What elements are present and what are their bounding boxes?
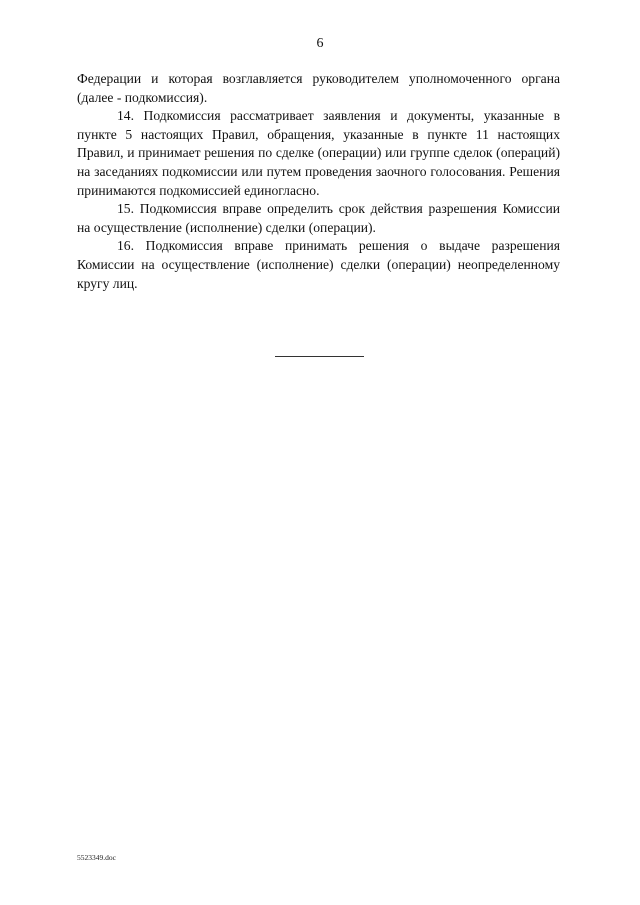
paragraph-14: 14. Подкомиссия рассматривает заявления и документы, указанные в пункте 5 настоящих Правил, обращения, указанные в пункте 11 настоящих Правил, и принимает решения по сделке (операции) или группе сделок (операций) на заседаниях подкомиссии или путем проведения заочного голосования. Решения принимаются подкомиссией единогласно.	[77, 108, 560, 198]
paragraph-continuation: Федерации и которая возглавляется руководителем уполномоченного органа (далее - подкомиссия).	[77, 71, 560, 105]
file-reference: 5523349.doc	[77, 853, 116, 862]
page-number: 6	[316, 36, 324, 51]
paragraph-15: 15. Подкомиссия вправе определить срок действия разрешения Комиссии на осуществление (исполнение) сделки (операции).	[77, 201, 560, 235]
end-of-text-rule	[275, 356, 364, 357]
paragraph-16: 16. Подкомиссия вправе принимать решения о выдаче разрешения Комиссии на осуществление (исполнение) сделки (операции) неопределенному кругу лиц.	[77, 238, 560, 291]
document-body	[77, 70, 560, 293]
